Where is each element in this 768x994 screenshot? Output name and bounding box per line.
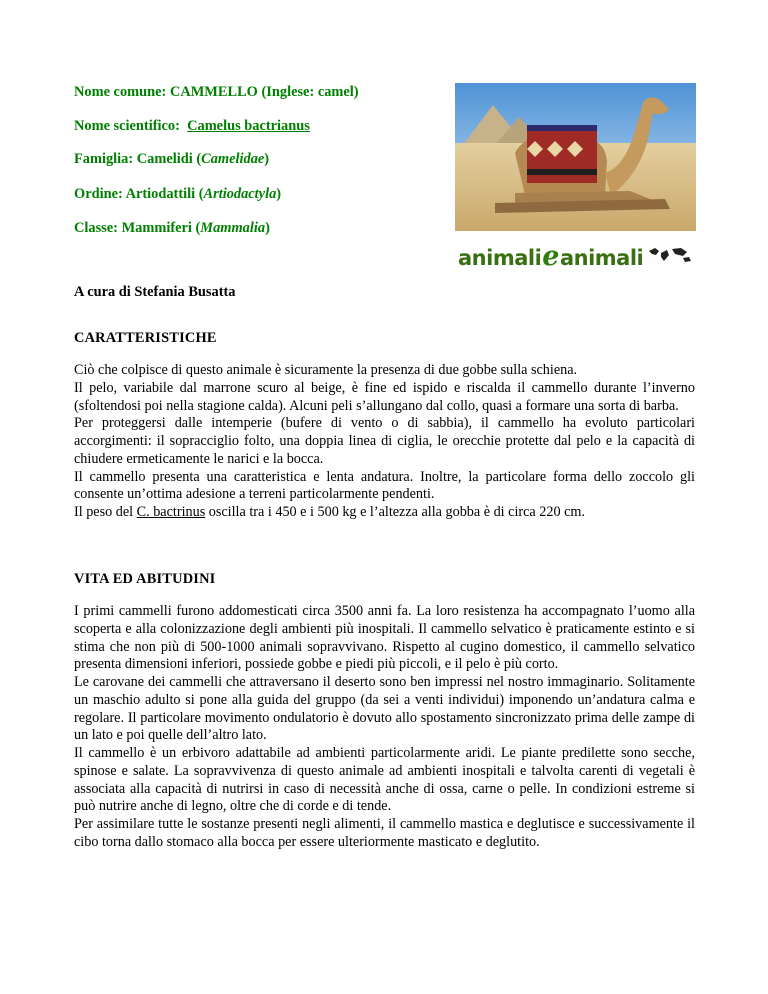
features-paragraph-5: Il peso del C. bactrinus oscilla tra i 450 e i 500 kg e l’altezza alla gobba è di circa 220 cm.	[74, 504, 585, 520]
common-name-line	[74, 84, 359, 101]
class-label: Classe:	[74, 220, 118, 236]
features-text	[74, 362, 695, 522]
features-paragraph-1: Ciò che colpisce di questo animale è sicuramente la presenza di due gobbe sulla schiena.	[74, 362, 578, 378]
scientific-name-value: Camelus bactrianus	[187, 118, 310, 134]
world-map-icon	[647, 245, 693, 265]
features-paragraph-2: Il pelo, variabile dal marrone scuro al beige, è fine ed ispido e riscalda il cammello durante l’inverno (sfoltendosi poi nella stagione calda). Alcuni peli s’allungano dal collo, quasi a formare una sorta di barba.	[74, 379, 695, 414]
family-latin: Camelidae	[201, 151, 265, 167]
life-text	[74, 603, 695, 852]
order-line: Ordine: Artiodattili (Artiodactyla)	[74, 186, 282, 202]
life-paragraph-2: Le carovane dei cammelli che attraversano il deserto sono ben impressi nel nostro immaginario. Solitamente un maschio adulto si pone alla guida del gruppo (da sei a venti individui) imponendo un’andatura calma e regolare. Il particolare movimento ondulatorio è dovuto allo spostamento sincronizzato prima delle zampe di un lato e poi quelle dell’altro lato.	[74, 674, 695, 744]
author-line: A cura di Stefania Busatta	[74, 284, 236, 300]
family-value: Camelidi	[136, 151, 193, 167]
brand-logo-text: animalieanimali	[458, 241, 644, 272]
family-label: Famiglia:	[74, 151, 134, 167]
class-latin: Mammalia	[200, 220, 266, 236]
family-line: Famiglia: Camelidi (Camelidae)	[74, 151, 270, 167]
features-paragraph-3: Per proteggersi dalle intemperie (bufere di vento o di sabbia), il cammello ha evoluto particolari accorgimenti: il sopracciglio folto, una doppia linea di ciglia, le orecchie protette dal pelo e la capacità di chiudere ermeticamente le narici e la bocca.	[74, 415, 695, 467]
features-paragraph-4: Il cammello presenta una caratteristica e lenta andatura. Inoltre, la particolare forma dello zoccolo gli consente un’ottima adesione a terreni particolarmente pendenti.	[74, 468, 695, 503]
order-latin: Artiodactyla	[203, 186, 277, 202]
order-value: Artiodattili	[125, 186, 196, 202]
species-abbrev-link: C. bactrinus	[136, 504, 206, 520]
life-paragraph-3: Il cammello è un erbivoro adattabile ad ambienti particolarmente aridi. Le piante predilette sono secche, spinose e salate. La sopravvivenza di questo animale ad ambienti inospitali e talvolta carenti di vegetali è associata alla capacità di nutrirsi in caso di necessità anche di ossa, carne o pelle. In condizioni estreme si può nutrire anche di legno, oltre che di corde e di tende.	[74, 745, 695, 815]
class-value: Mammiferi	[121, 220, 192, 236]
life-paragraph-4: Per assimilare tutte le sostanze presenti negli alimenti, il cammello mastica e deglutisce e successivamente il cibo torna dallo stomaco alla bocca per essere ulteriormente masticato e deglutito.	[74, 816, 695, 850]
scientific-name-line	[74, 118, 310, 135]
brand-logo	[455, 231, 696, 276]
features-title: CARATTERISTICHE	[74, 330, 217, 346]
camel-image	[455, 83, 696, 276]
camel-photo	[455, 83, 696, 231]
life-paragraph-1: I primi cammelli furono addomesticati circa 3500 anni fa. La loro resistenza ha accompagnato l’uomo alla scoperta e alla colonizzazione degli ambienti più inospitali. Il cammello selvatico è praticamente estinto e si stima che non più di 500-1000 animali sopravvivano. Rispetto al cugino domestico, il cammello selvatico presenta dimensioni inferiori, possiede gobbe e piedi più piccoli, e il pelo è più corto.	[74, 603, 695, 673]
order-label: Ordine:	[74, 186, 123, 202]
scientific-name-label: Nome scientifico:	[74, 118, 180, 134]
class-line: Classe: Mammiferi (Mammalia)	[74, 220, 270, 236]
common-name-label: Nome comune:	[74, 84, 167, 100]
common-name-value: CAMMELLO (Inglese: camel)	[169, 84, 359, 100]
life-title: VITA ED ABITUDINI	[74, 571, 216, 587]
